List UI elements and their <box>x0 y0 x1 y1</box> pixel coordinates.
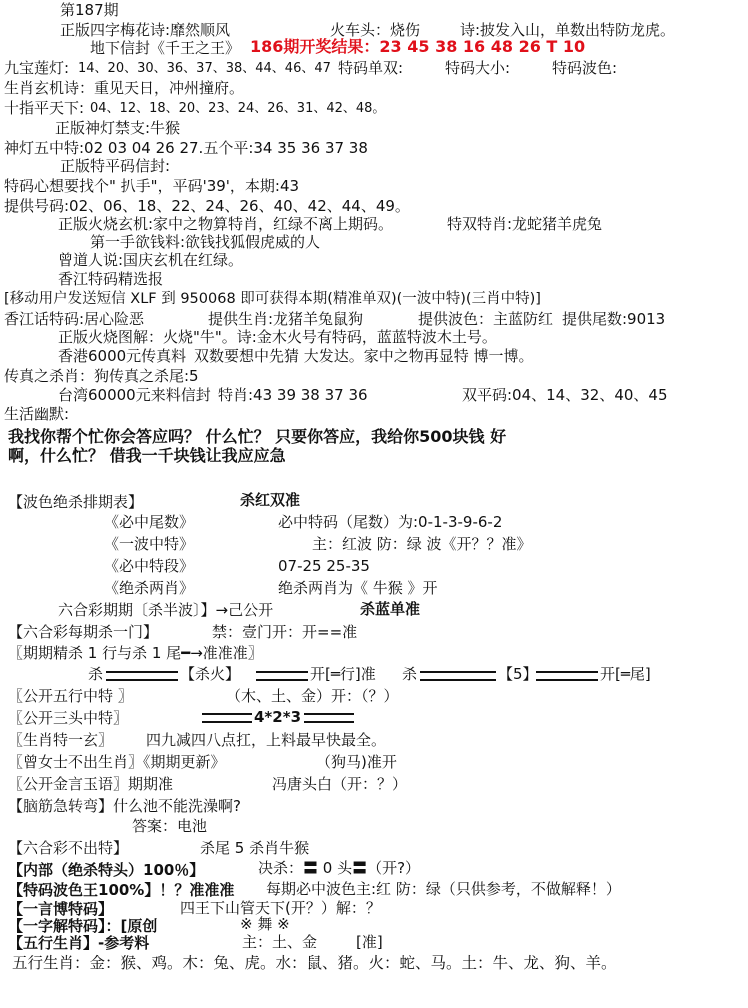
size-label: 特码大小: <box>445 59 511 77</box>
sms-notice: [移动用户发送短信 XLF 到 950068 即可获得本期(精准单双)(一波中特)(三肖中特)] <box>4 291 541 307</box>
kill-char-2: 杀 <box>402 665 418 683</box>
brain-teaser-answer: 答案：电池 <box>132 817 208 835</box>
open-row: 开[═行]准 <box>310 665 376 683</box>
color-label: 特码波色: <box>552 59 618 77</box>
wave-value: 主：红波 防：绿 波《开？？准》 <box>312 535 532 553</box>
five-elem-zodiac-label: 【五行生肖】-参考料 <box>8 934 150 952</box>
hk-fax: 香港6000元传真料 <box>58 347 187 365</box>
poem-line: 正版四字梅花诗:靡然顺风 <box>60 21 231 39</box>
segment-value: 07-25 25-35 <box>278 557 370 575</box>
kill-blue-single: 杀蓝单准 <box>360 600 421 618</box>
double-rule-3 <box>420 671 496 681</box>
provided-tail: 提供尾数:9013 <box>562 310 666 328</box>
pickpocket-line: 特码心想要找个" 扒手"，平码'39'，本期:43 <box>4 177 300 195</box>
kill-row-tail: 〖期期精杀 1 行与杀 1 尾━→准准准〗 <box>8 644 263 662</box>
tail-label: 《必中尾数》 <box>104 513 195 531</box>
joke-line-1: 我找你帮个忙你会答应吗？ 什么忙？ 只要你答应，我给你500块钱 好 <box>8 427 507 446</box>
kill-red-double: 杀红双准 <box>240 491 301 509</box>
lamp-five: 神灯五中特:02 03 04 26 27.五个平:34 35 36 37 38 <box>4 139 368 157</box>
inner-kill-value: 决杀：〓 0 头〓（开?） <box>258 859 421 877</box>
ms-zeng-label: 〖曾女士不出生肖〗《期期更新》 <box>8 753 226 771</box>
taoist-saying: 曾道人说:国庆玄机在红绿。 <box>58 251 244 269</box>
color-king-label: 【特码波色王100%】！？准准准 <box>8 881 235 899</box>
kill-fire: 【杀火】 <box>180 665 241 683</box>
tw-zodiac: 特肖:43 39 38 37 36 <box>218 386 368 404</box>
zodiac-mystery-value: 四九减四八点扛，上料最早快最全。 <box>146 731 387 749</box>
tw-double: 双平码:04、14、32、40、45 <box>462 386 668 404</box>
one-char-label: 【一字解特码】：[原创 <box>8 917 158 935</box>
flat-code-letter: 正版特平码信封: <box>60 157 171 175</box>
one-word-label: 【一言博特码】 <box>8 900 114 918</box>
provided-numbers: 提供号码:02、06、18、22、24、26、40、42、44、49。 <box>4 197 410 215</box>
lotus-label: 九宝莲灯: <box>4 59 70 77</box>
first-hand: 第一手欲钱料:欲钱找狐假虎威的人 <box>90 233 321 251</box>
brain-teaser: 【脑筋急转弯】什么池不能洗澡啊? <box>8 797 241 815</box>
tw-letter: 台湾60000元来料信封 <box>58 386 211 404</box>
zodiac-mystery-label: 〖生肖特一玄〗 <box>8 731 114 749</box>
double-rule-1 <box>106 671 178 681</box>
result-banner: 186期开奖结果：23 45 38 16 48 26 T 10 <box>250 37 586 56</box>
double-rule-6 <box>304 713 354 723</box>
open-tail: 开[═尾] <box>600 665 651 683</box>
segment-label: 《必中特段》 <box>104 557 195 575</box>
kill-two-label: 《绝杀两肖》 <box>104 579 195 597</box>
no-special-label: 【六合彩不出特】 <box>8 839 129 857</box>
kill-char-1: 杀 <box>88 665 104 683</box>
fax-kill: 传真之杀肖：狗传真之杀尾:5 <box>4 367 199 385</box>
table-title: 【波色绝杀排期表】 <box>8 493 144 511</box>
no-special-value: 杀尾 5 杀肖牛猴 <box>200 839 310 857</box>
ms-zeng-value: （狗马)准开 <box>316 753 397 771</box>
fire-riddle: 正版火烧玄机:家中之物算特肖，红绿不离上期码。 <box>58 215 394 233</box>
humor-label: 生活幽默: <box>4 405 70 423</box>
lotus-numbers: 14、20、30、36、37、38、44、46、47 <box>78 61 331 76</box>
double-zodiac: 特双特肖:龙蛇猪羊虎兔 <box>447 215 603 233</box>
train-head: 火车头：烧伤 <box>330 21 421 39</box>
fire-diagram: 正版火烧图解：火烧"牛"。诗:金木火号有特码，蓝蓝特波木土号。 <box>58 328 497 346</box>
five-elements-label: 〖公开五行中特 〗 <box>8 687 133 705</box>
five-elements-value: （木、土、金）开：（？） <box>226 687 399 705</box>
half-wave: 六合彩期期〔杀半波〕】→己公开 <box>58 601 274 619</box>
ten-fingers-label: 十指平天下: <box>4 99 85 117</box>
provided-color: 提供波色：主蓝防红 <box>418 310 554 328</box>
five-elem-accurate: [准] <box>356 933 383 951</box>
color-king-value: 每期必中波色主:红 防：绿（只供参考，不做解释！） <box>266 880 621 898</box>
kill-one-door: 【六合彩每期杀一门】 <box>8 623 159 641</box>
hk-fax-text: 双数要想中先猜 大发达。家中之物再显特 博一博。 <box>194 347 534 365</box>
provided-zodiac: 提供生肖:龙猪羊兔鼠狗 <box>208 310 364 328</box>
double-rule-5 <box>202 713 252 723</box>
hk-talk: 香江话特码:居心险恶 <box>4 310 145 328</box>
three-head-label: 〖公开三头中特〗 <box>8 709 129 727</box>
poem-two: 诗:披发入山，单数出特防龙虎。 <box>460 21 676 39</box>
issue-number: 第187期 <box>60 1 119 19</box>
golden-words-label: 〖公开金言玉语〗期期准 <box>8 775 174 793</box>
ten-fingers-numbers: 04、12、18、20、23、24、26、31、42、48。 <box>90 101 386 116</box>
double-rule-2 <box>256 671 308 681</box>
earth-letter: 地下信封《千王之王》 <box>90 39 241 57</box>
zodiac-poem: 生肖玄机诗：重见天日，冲州撞府。 <box>4 79 245 97</box>
hk-selection: 香江特码精选报 <box>58 270 164 288</box>
double-rule-4 <box>536 671 598 681</box>
kill-two-value: 绝杀两肖为《 牛猴 》开 <box>278 579 438 597</box>
one-char-value: ※ 舞 ※ <box>240 915 290 933</box>
lamp-ban: 正版神灯禁支:牛猴 <box>55 119 181 137</box>
five-elem-list: 五行生肖：金：猴、鸡。木：兔、虎。水：鼠、猪。火：蛇、马。土：牛、龙、狗、羊。 <box>12 954 617 972</box>
kill-five: 【5】 <box>498 665 538 683</box>
kill-one-door-value: 禁：壹门开：开==准 <box>212 623 358 641</box>
odd-even-label: 特码单双: <box>338 59 404 77</box>
five-elem-main: 主：土、金 <box>242 933 318 951</box>
joke-line-2: 啊，什么忙？ 借我一千块钱让我应应急 <box>8 446 286 465</box>
golden-words-value: 冯唐头白（开：？） <box>272 775 408 793</box>
tail-value: 必中特码（尾数）为:0-1-3-9-6-2 <box>278 513 503 531</box>
inner-kill-label: 【内部（绝杀特头）100％】 <box>8 861 205 879</box>
wave-label: 《一波中特》 <box>104 535 195 553</box>
three-head-value: 4*2*3 <box>254 708 301 726</box>
one-word-value: 四王下山管天下(开？）解：？ <box>180 899 381 917</box>
